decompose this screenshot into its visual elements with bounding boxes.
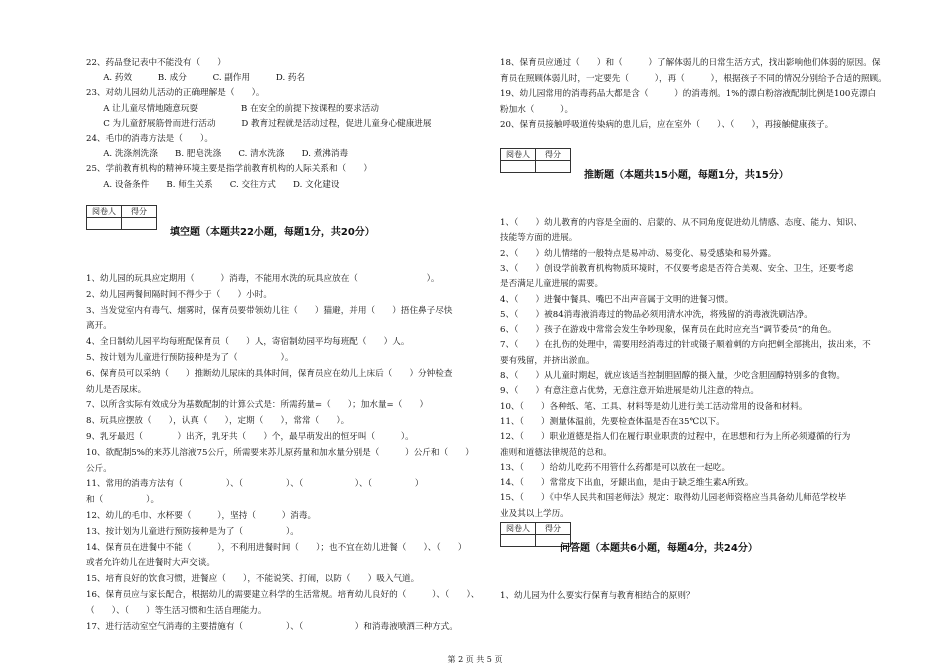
question-line: 14、（ ）常常皮下出血，牙龈出血，是由于缺乏维生素A所致。: [500, 478, 754, 489]
question-line: 25、学前教育机构的精神环境主要是指学前教育机构的人际关系和（ ）: [86, 164, 372, 175]
page-footer: 第 2 页 共 5 页: [447, 655, 503, 664]
question-line: 10、欲配制5%的来苏儿溶液75公斤，所需要来苏儿原药量和加水量分别是（ ）公斤和（ ）: [86, 447, 474, 458]
question-line: 公斤。: [86, 463, 112, 474]
question-line: 9、乳牙最迟（ ）出齐，乳牙共（ ）个，最早萌发出的恒牙叫（ ）。: [86, 432, 414, 442]
question-line: 要有残留，并挤出淤血。: [500, 355, 595, 366]
question-line: 2、（ ）幼儿情绪的一般特点是易冲动、易变化、易受感染和易外露。: [500, 248, 777, 259]
question-line: 6、保育员可以采纳（ ）推断幼儿尿床的具体时间，保育员应在幼儿上床后（ ）分钟检查: [86, 368, 453, 379]
question-line: 是否满足儿童进展的需要。: [500, 279, 604, 290]
question-line: 16、保育员应与家长配合，根据幼儿的需要建立科学的生活常规。培育幼儿良好的（ ）、（ ）、: [86, 590, 480, 600]
question-line: 20、保育员接触呼吸道传染病的患儿后，应在室外（ ）、（ ），再接触健康孩子。: [500, 120, 834, 130]
question-line: 业及其以上学历。: [500, 508, 569, 519]
score-cell: 得分: [536, 523, 571, 535]
question-line: 15、培育良好的饮食习惯，进餐应（ ），不能说笑、打闹，以防（ ）吸入气道。: [86, 574, 420, 585]
question-line: 粉加水（ ）。: [500, 104, 574, 115]
question-line: 离开。: [86, 321, 112, 332]
question-line: 12、（ ）职业道德是指人们在履行职业职责的过程中，在思想和行为上所必须遵循的行为: [500, 432, 851, 443]
question-line: 2、幼儿园两餐间隔时间不得少于（ ）小时。: [86, 289, 272, 300]
score-cell: 得分: [122, 206, 157, 218]
reviewer-blank: [501, 161, 536, 173]
question-line: （ ）、（ ）等生活习惯和生活自理能力。: [86, 605, 267, 616]
question-line: 幼儿是否尿床。: [86, 384, 147, 395]
score-blank: [536, 161, 571, 173]
question-line: 3、（ ）创设学前教育机构物质环境时，不仅要考虑是否符合美观、安全、卫生，还要考虑: [500, 263, 854, 274]
question-line: 1、（ ）幼儿教育的内容是全面的、启蒙的、从不同角度促进幼儿情感、态度、能力、知识、: [500, 218, 863, 228]
question-line: 4、（ ）进餐中餐具、嘴巴不出声音属于文明的进餐习惯。: [500, 294, 734, 305]
question-line: A 让儿童尽情地随意玩耍 B 在安全的前提下按课程的要求活动: [86, 103, 379, 114]
question-line: 13、按计划为儿童进行预防接种是为了（ ）。: [86, 526, 299, 537]
question-line: C 为儿童舒展筋骨而进行活动 D 教育过程就是活动过程，促进儿童身心健康进展: [86, 118, 432, 129]
fill-section-title: 填空题（本题共22小题，每题1分，共20分）: [170, 227, 375, 238]
question-line: A. 药效 B. 成分 C. 副作用 D. 药名: [86, 73, 306, 84]
question-line: 或者允许幼儿在进餐时大声交谈。: [86, 558, 215, 569]
score-box-judge: [500, 148, 571, 173]
question-line: 18、保育员应通过（ ）和（ ）了解体弱儿的日常生活方式，找出影响他们体弱的原因。保: [500, 58, 881, 68]
judge-section-title: 推断题（本题共15小题，每题1分，共15分）: [584, 170, 789, 181]
question-line: 23、对幼儿园幼儿活动的正确理解是（ ）。: [86, 88, 265, 99]
score-blank: [122, 218, 157, 230]
question-line: A. 洗涤剂洗涤 B. 肥皂洗涤 C. 清水洗涤 D. 煮沸消毒: [86, 149, 349, 160]
question-line: 12、幼儿的毛巾、水杯要（ ），坚持（ ）消毒。: [86, 511, 317, 521]
reviewer-cell: 阅卷人: [87, 206, 122, 218]
question-line: 9、（ ）有意注意占优势，无意注意开始进展是幼儿注意的特点。: [500, 386, 759, 397]
question-line: 4、全日制幼儿园平均每班配保育员（ ）人，寄宿制幼园平均每班配（ ）人。: [86, 337, 410, 348]
question-line: 11、（ ）测量体温前，先要检查体温是否在35℃以下。: [500, 416, 725, 427]
question-line: 5、（ ）被84消毒液消毒过的物品必须用清水冲洗，将残留的消毒液洗刷洁净。: [500, 309, 813, 320]
score-box-fill: [86, 205, 157, 230]
question-line: 8、玩具应摆放（ ），认真（ ），定期（ ），常常（ ）。: [86, 416, 350, 427]
reviewer-cell: 阅卷人: [501, 149, 536, 161]
qa-section-title: 问答题（本题共6小题，每题4分，共24分）: [560, 543, 758, 554]
question-line: 7、以所含实际有效成分为基数配制的计算公式是：所需药量=（ ）；加水量=（ ）: [86, 400, 429, 411]
reviewer-blank: [87, 218, 122, 230]
question-line: 24、毛巾的消毒方法是（ ）。: [86, 134, 213, 144]
question-line: 13、（ ）给幼儿吃药不用管什么药都是可以放在一起吃。: [500, 462, 731, 473]
question-line: 19、幼儿园常用的消毒药品大都是含（ ）的消毒剂。1%的漂白粉溶液配制比例是100克漂白: [500, 89, 877, 99]
question-line: 7、（ ）在扎伤的处理中，需要用经消毒过的针或镊子顺着刺的方向把刺全部挑出，拔出来，不: [500, 340, 871, 351]
question-line: 8、（ ）从儿童时期起，就应该适当控制胆固醇的摄入量，少吃含胆固醇特别多的食物。: [500, 371, 845, 381]
question-line: 技能等方面的进展。: [500, 233, 578, 244]
question-line: 10、（ ）各种纸、笔、工具、材料等是幼儿进行美工活动常用的设备和材料。: [500, 401, 808, 412]
question-line: A. 设备条件 B. 师生关系 C. 交往方式 D. 文化建设: [86, 179, 340, 190]
question-line: 3、当发觉室内有毒气、烟雾时，保育员要带领幼儿往（ ）猫避，并用（ ）捂住鼻子尽快: [86, 305, 453, 316]
question-line: 15、（ ）《中华人民共和国老师法》规定：取得幼儿园老师资格应当具备幼儿师范学校毕: [500, 493, 847, 504]
question-line: 准则和道德法律规范的总和。: [500, 447, 612, 458]
question-line: 1、幼儿园的玩具应定期用（ ）消毒，不能用水洗的玩具应放在（ ）。: [86, 274, 440, 284]
question-line: 11、常用的消毒方法有（ ）、（ ）、（ ）、（ ）: [86, 479, 424, 490]
question-line: 14、保育员在进餐中不能（ ），不利用进餐时间（ ）；也不宜在幼儿进餐（ ）、（ ）: [86, 542, 467, 553]
question-line: 育员在照顾体弱儿时，一定要先（ ），再（ ），根据孩子不同的情况分别给予合适的照顾。: [500, 73, 887, 84]
question-line: 6、（ ）孩子在游戏中常常会发生争吵现象，保育员在此时应充当“调节委员”的角色。: [500, 325, 837, 336]
question-line: 和（ ）。: [86, 495, 160, 506]
reviewer-cell: 阅卷人: [501, 523, 536, 535]
reviewer-blank: [501, 535, 536, 547]
question-line: 5、按计划为儿童进行预防接种是为了（ ）。: [86, 353, 294, 363]
question-line: 22、药品登记表中不能没有（ ）: [86, 58, 226, 68]
question-line: 1、幼儿园为什么要实行保育与教育相结合的原则？: [500, 591, 695, 601]
score-cell: 得分: [536, 149, 571, 161]
question-line: 17、进行活动室空气消毒的主要措施有（ ）、（ ）和消毒液喷洒三种方式。: [86, 621, 458, 632]
